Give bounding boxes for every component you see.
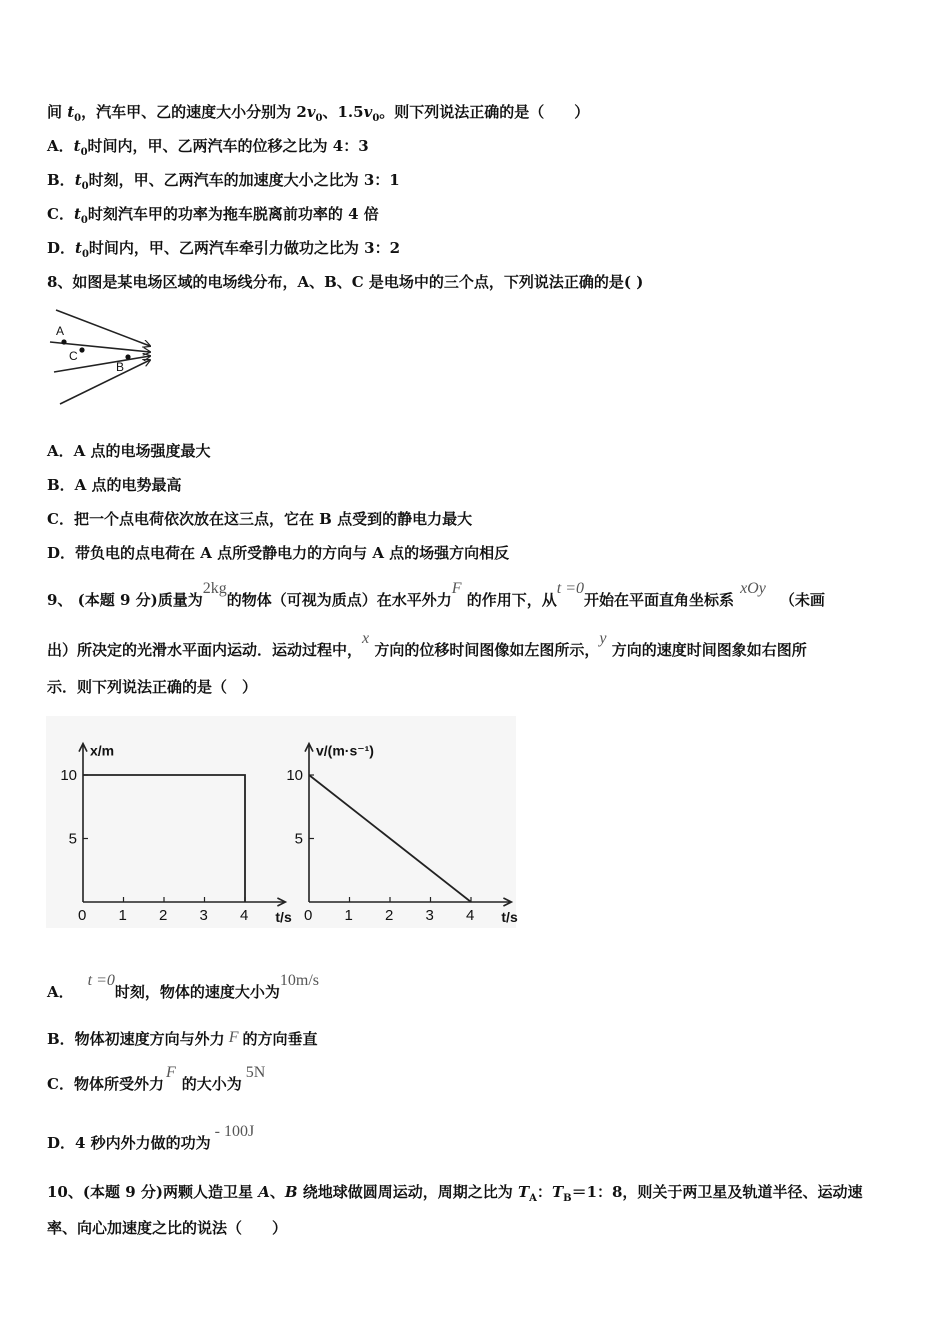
point-b-dot <box>125 354 130 359</box>
chart-2-x-tick-label: 3 <box>425 907 434 924</box>
chart-1-x-tick-label: 2 <box>159 907 168 924</box>
q9-option-b[interactable]: B．物体初速度方向与外力 F 的方向垂直 <box>47 1029 318 1048</box>
point-c-dot <box>79 347 84 352</box>
chart-2-x-label: t/s <box>501 909 518 925</box>
q8-option-d[interactable]: D．带负电的点电荷在 A 点所受静电力的方向与 A 点的场强方向相反 <box>47 544 510 562</box>
chart-1-x-tick-label: 3 <box>199 907 208 924</box>
q7-option-b[interactable]: B．$t_0$时刻，甲、乙两汽车的加速度大小之比为 3：1 <box>47 171 400 192</box>
chart-1-x-tick-label: 1 <box>118 907 127 924</box>
q9-graphs-svg <box>46 716 516 928</box>
mass-value: 2kg <box>202 580 227 597</box>
point-b-label: B <box>116 360 125 374</box>
q7-option-c[interactable]: C．$t_0$时刻汽车甲的功率为拖车脱离前功率的 4 倍 <box>47 205 379 226</box>
chart-2-x-tick-label: 1 <box>344 907 353 924</box>
chart-2-data-line <box>309 775 471 902</box>
chart-2-x-tick-label: 4 <box>466 907 475 924</box>
point-c-label: C <box>69 349 78 363</box>
point-a-dot <box>61 339 66 344</box>
chart-1-y-tick-label: 5 <box>68 830 77 848</box>
q9-stem-line-2: 出）所决定的光滑水平面内运动．运动过程中，x 方向的位移时间图像如左图所示，y 方向的速度时间图象如右图所 <box>47 630 807 659</box>
point-a-label: A <box>56 324 65 338</box>
q7-option-d[interactable]: D．$t_0$时间内，甲、乙两汽车牵引力做功之比为 3：2 <box>47 239 401 260</box>
chart-1-y-label: x/m <box>90 742 115 759</box>
chart-2-x-tick-label: 0 <box>304 907 313 924</box>
q8-option-a[interactable]: A．A 点的电场强度最大 <box>47 442 211 460</box>
q9-option-d[interactable]: D．4 秒内外力做的功为- 100J <box>47 1123 255 1152</box>
field-line-4 <box>60 360 150 404</box>
chart-1-data-line <box>83 775 245 902</box>
q7-option-a[interactable]: A．$t_0$时间内，甲、乙两汽车的位移之比为 4：3 <box>47 137 369 158</box>
chart-2-x-tick-label: 2 <box>385 907 394 924</box>
q10-stem-line-1: 10、(本题 9 分)两颗人造卫星 A、B 绕地球做圆周运动，周期之比为 $T_A$：$T_B=1$：8，则关于两卫星及轨道半径、运动速 <box>47 1183 863 1204</box>
q8-option-b[interactable]: B．A 点的电势最高 <box>47 476 182 494</box>
q9-option-c[interactable]: C．物体所受外力F的大小为5N <box>47 1064 266 1093</box>
q9-stem-line-3: 示．则下列说法正确的是（ ） <box>47 678 258 696</box>
q8-option-c[interactable]: C．把一个点电荷依次放在这三点，它在 B 点受到的静电力最大 <box>47 510 473 528</box>
q9-graphs <box>46 716 516 928</box>
field-line-1 <box>56 310 150 346</box>
q10-stem-line-2: 率、向心加速度之比的说法（ ） <box>47 1219 288 1237</box>
chart-1-x-tick-label: 0 <box>78 907 87 924</box>
chart-1-x-label: t/s <box>275 909 292 925</box>
q9-option-a[interactable]: A．t =0时刻，物体的速度大小为10m/s <box>47 972 320 1001</box>
chart-2-y-tick-label: 5 <box>294 830 303 848</box>
chart-1-x-tick-label: 4 <box>240 907 249 924</box>
electric-field-figure <box>46 306 164 410</box>
chart-1-y-tick-label: 10 <box>60 767 77 784</box>
q8-stem: 8、如图是某电场区域的电场线分布，A、B、C 是电场中的三个点，下列说法正确的是( ) <box>47 273 644 291</box>
q7-stem-tail: 间 $t_0$，汽车甲、乙的速度大小分别为 $2v_0$、$1.5v_0$。则下列说法正确的是（ ） <box>47 103 590 124</box>
chart-2-y-tick-label: 10 <box>286 767 303 784</box>
force-symbol: F <box>451 580 462 597</box>
q9-stem-line-1: 9、 (本题 9 分)质量为2kg的物体（可视为质点）在水平外力F 的作用下，从t =0开始在平面直角坐标系xOy（未画 <box>47 580 825 609</box>
chart-2-y-label: v/(m·s⁻¹) <box>316 742 374 759</box>
